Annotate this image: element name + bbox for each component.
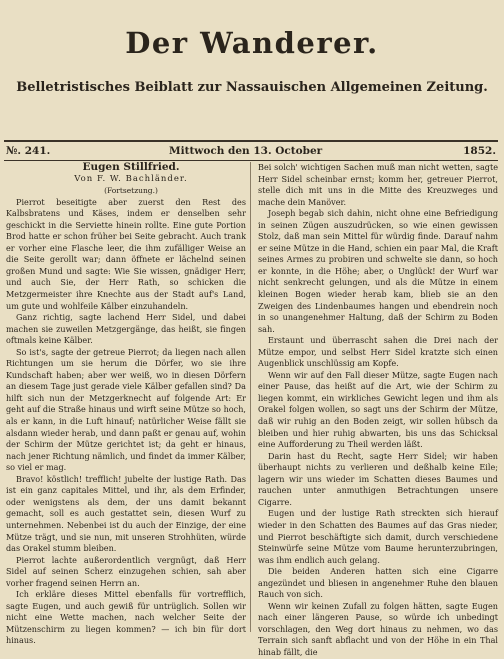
right-column (258, 162, 498, 659)
paragraph: Wenn wir auf den Fall dieser Mütze, sagte Eugen nach einer Pause, das heißt auf die Art, wie der Schirm zu liegen kommt, ein wirkliches Gewicht legen und ihm als Orakel folgen wollen, so sagt uns der Schirm der Mütze, daß wir ruhig an den Boden zeigt, wir sollen hübsch da bleiben und hier ruhig abwarten, bis uns das Schicksal eine Aufforderung zu Theil werden läßt. (258, 369, 498, 450)
paragraph: Ganz richtig, sagte lachend Herr Sidel, und dabei machen sie zuweilen Metzgergänge, das heißt, sie fingen oftmals keine Kälber. (6, 312, 246, 346)
issue-number: №. 241. (6, 145, 51, 157)
paragraph: Darin hast du Recht, sagte Herr Sidel; wir haben überhaupt nichts zu verlieren und deßhalb keine Eile; lagern wir uns wieder im Schatten dieses Baumes und rauchen unter anmuthigen Betrachtungen unsere Cigarre. (258, 450, 498, 507)
paragraph: Bravo! köstlich! trefflich! jubelte der lustige Rath. Das ist ein ganz capitales Mittel, und ihr, als dem Erfinder, oder wenigstens als dem, der uns damit bekannt gemacht, soll es auch gestattet sein, diesen Wurf zu unternehmen. Nebenbei ist du auch der Einzige, der eine Mütze trägt, und sie nun, mit unseren Strohhüten, würde das Orakel stumm bleiben. (6, 473, 246, 554)
left-column (6, 162, 246, 647)
issue-date: Mittwoch den 13. October (169, 145, 323, 157)
story-title: Eugen Stillfried. (82, 161, 180, 173)
paragraph: Bei solch' wichtigen Sachen muß man nicht wetten, sagte Herr Sidel scheinbar ernst; komm her, getreuer Pierrot, stelle dich mit uns in die Mitte des Kreuzweges und mache dein Manöver. (258, 162, 498, 207)
issue-bar (4, 140, 498, 161)
issue-year: 1852. (463, 145, 496, 157)
paragraph: Ich erkläre dieses Mittel ebenfalls für vortrefflich, sagte Eugen, und auch gewiß für untrüglich. Sollen wir nicht eine Wette machen, nach welcher Seite der Mützenschirm zu liegen kommen? — ich bin für dort hinaus. (6, 589, 246, 646)
paragraph: Joseph begab sich dahin, nicht ohne eine Befriedigung in seinen Zügen auszudrücken, so wie einen gewissen Stolz, daß man sein Mittel für würdig finde. Darauf nahm er seine Mütze in die Hand, schien ein paar Mal, die Kraft seines Armes zu probiren und schwelte sie dann, so hoch er konnte, in die Höhe; aber, o Unglück! der Wurf war nicht senkrecht gelungen, und als die Mütze in einem kleinen Bogen wieder herab kam, blieb sie an den Zweigen des Lindenbaumes hangen und ebendrein noch in so unangenehmer Haltung, daß der Schirm zu Boden sah. (258, 208, 498, 334)
paragraph: Wenn wir keinen Zufall zu folgen hätten, sagte Eugen nach einer längeren Pause, so würde ich unbedingt vorschlagen, den Weg dort hinaus zu nehmen, wo das Terrain sich sanft abflacht und von der Höhe in ein Thal hinab fällt, die (258, 600, 498, 657)
masthead-title: Der Wanderer. (125, 26, 379, 60)
story-author: Von F. W. Bachländer. (74, 173, 188, 184)
paragraph: Pierrot lachte außerordentlich vergnügt, daß Herr Sidel auf seinen Scherz einzugehen schien, sah aber vorher fragend seinen Herrn an. (6, 554, 246, 588)
masthead-subtitle: Belletristisches Beiblatt zur Nassauischen Allgemeinen Zeitung. (16, 80, 488, 95)
column-divider (250, 162, 251, 632)
paragraph: Pierrot beseitigte aber zuerst den Rest des Kalbsbratens und Käses, indem er denselben sehr geschickt in die Serviette hinein rollte. Eine gute Portion Brod hatte er schon früher bei Seite gebracht. Auch trank er vorher eine Flasche leer, die ihm zufälliger Weise an die Seite gerollt war; dann öffnete er lächelnd seinen großen Mund und sagte: Wie Sie wissen, gnädiger Herr, und auch Sie, der Herr Rath, so schicken die Metzgermeister ihre Knechte aus der Stadt auf's Land, um gute und wohlfeile Kälber einzuhandeln. (6, 196, 246, 311)
paragraph: Die beiden Anderen hatten sich eine Cigarre angezündet und bliesen in angenehmer Ruhe den blauen Rauch von sich. (258, 566, 498, 600)
story-continuation: (Fortsetzung.) (104, 186, 158, 196)
paragraph: Eugen und der lustige Rath streckten sich hierauf wieder in den Schatten des Baumes auf das Gras nieder, und Pierrot beschäftigte sich damit, durch verschiedene Steinwürfe seine Mütze vom Baume herunterzubringen, was ihm endlich auch gelang. (258, 508, 498, 565)
paragraph: Erstaunt und überrascht sahen die Drei nach der Mütze empor, und selbst Herr Sidel kratzte sich einen Augenblick unschlüssig am Kopfe. (258, 335, 498, 369)
paragraph: So ist's, sagte der getreue Pierrot; da liegen nach allen Richtungen um sie herum die Dörfer, wo sie ihre Kundschaft haben; aber wer weiß, wo in diesen Dörfern an diesem Tage just gerade viele Kälber gefallen sind? Da hilft sich nun der Metzgerknecht auf folgende Art: Er geht auf die Straße hinaus und wirft seine Mütze so hoch, als er kann, in die Luft hinauf; natürlicher Weise fällt sie alsdann wieder herab, und dann paßt er genau auf, wohin der Schirm der Mütze gerichtet ist; da geht er hinaus, nach jener Richtung nämlich, und findet da immer Kälber, so viel er mag. (6, 346, 246, 473)
